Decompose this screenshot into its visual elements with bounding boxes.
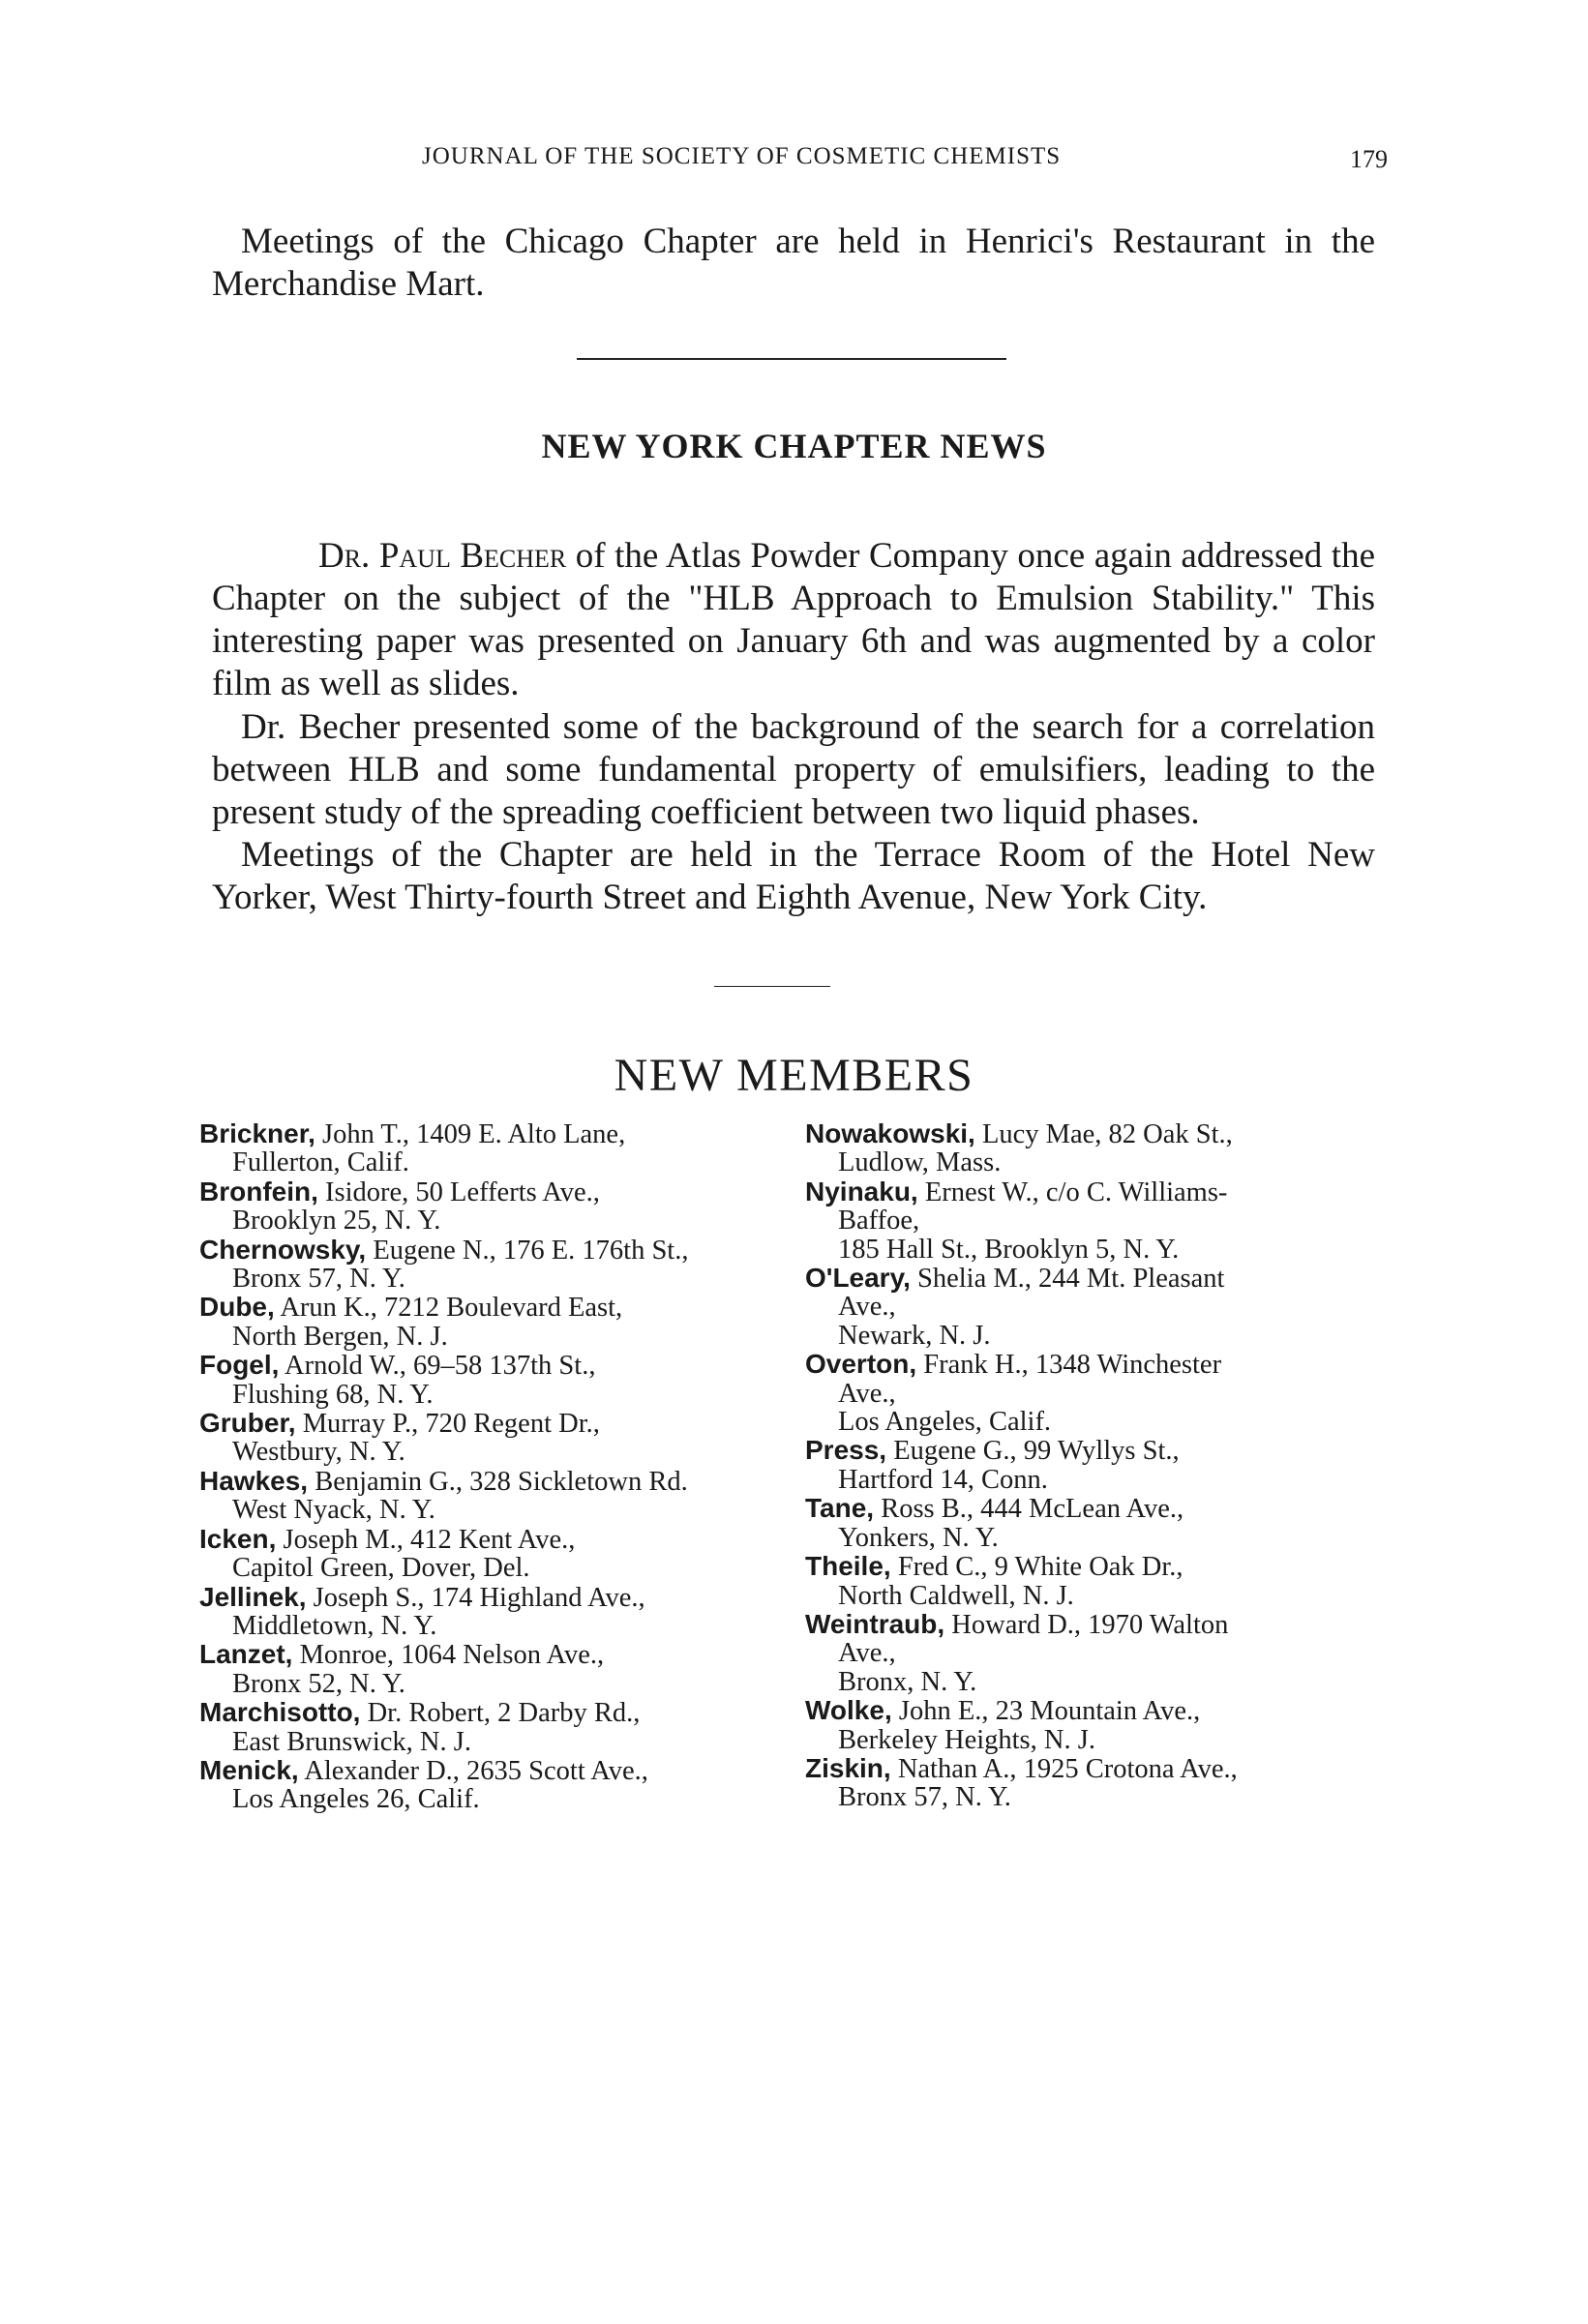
member-first-line — [199, 1467, 790, 1496]
member-first-line — [805, 1177, 1386, 1207]
member-surname: Nowakowski, — [805, 1118, 975, 1148]
member-surname: Gruber, — [199, 1408, 296, 1439]
member-address: Ross B., 444 McLean Ave., — [874, 1494, 1184, 1525]
member-surname: Chernowsky, — [199, 1234, 367, 1265]
page-number: 179 — [1350, 145, 1388, 173]
member-address: Frank H., 1348 Winchester — [916, 1350, 1222, 1381]
paragraph-1-text: of the Atlas Powder Company once again addressed the Chapter on the subject of the "HLB Approach to Emulsion Stability." This interesting paper was presented on January 6th and was augmented by a color film as well as slides. — [212, 536, 1375, 703]
member-address-continued: Hartford 14, Conn. — [838, 1464, 1048, 1495]
member-entry — [199, 1467, 790, 1525]
member-address-continued: Middletown, N. Y. — [232, 1610, 437, 1641]
member-entry — [805, 1436, 1386, 1494]
member-address: Murray P., 720 Regent Dr., — [295, 1409, 600, 1440]
member-address: Eugene N., 176 E. 176th St., — [366, 1235, 689, 1266]
member-address: Fred C., 9 White Oak Dr., — [890, 1552, 1184, 1583]
member-surname: Weintraub, — [805, 1608, 945, 1639]
member-surname: Brickner, — [199, 1118, 315, 1148]
member-address-continued: North Caldwell, N. J. — [838, 1580, 1074, 1611]
member-first-line — [199, 1756, 790, 1785]
member-address-continued: Fullerton, Calif. — [232, 1147, 409, 1178]
member-first-line — [805, 1610, 1386, 1639]
member-address-continued: Ave., — [838, 1378, 896, 1409]
member-first-line — [805, 1754, 1386, 1783]
member-address: Eugene G., 99 Wyllys St., — [886, 1436, 1180, 1467]
member-first-line — [805, 1696, 1386, 1725]
new-members-heading: NEW MEMBERS — [614, 1050, 974, 1101]
member-entry — [199, 1409, 790, 1467]
member-address-continued: Bronx, N. Y. — [838, 1666, 977, 1697]
members-column-right — [805, 1119, 1386, 1812]
members-column-left — [199, 1119, 790, 1814]
member-address: Howard D., 1970 Walton — [944, 1609, 1229, 1640]
member-entry — [199, 1177, 790, 1236]
member-surname: Fogel, — [199, 1350, 280, 1381]
member-first-line — [805, 1350, 1386, 1379]
member-address: Arnold W., 69–58 137th St., — [279, 1351, 596, 1382]
member-address: Lucy Mae, 82 Oak St., — [974, 1119, 1233, 1149]
member-first-line — [199, 1583, 790, 1612]
member-first-line — [199, 1525, 790, 1554]
member-surname: Press, — [805, 1435, 887, 1466]
short-divider-rule — [714, 986, 830, 987]
member-entry — [199, 1351, 790, 1409]
member-address-continued: Yonkers, N. Y. — [838, 1522, 999, 1553]
member-address-continued: North Bergen, N. J. — [232, 1321, 448, 1352]
member-first-line — [199, 1409, 790, 1438]
new-york-chapter-heading: NEW YORK CHAPTER NEWS — [541, 427, 1047, 465]
member-surname: Tane, — [805, 1493, 875, 1524]
member-first-line — [805, 1436, 1386, 1465]
chicago-meetings-paragraph: Meetings of the Chicago Chapter are held in Henrici's Restaurant in the Merchandise Mart. — [212, 222, 1375, 304]
member-surname: Lanzet, — [199, 1639, 293, 1670]
member-surname: Bronfein, — [199, 1176, 318, 1207]
member-address-continued: Ludlow, Mass. — [838, 1147, 1002, 1178]
member-entry — [199, 1293, 790, 1351]
member-address: Shelia M., 244 Mt. Pleasant — [910, 1264, 1225, 1295]
member-first-line — [199, 1293, 790, 1322]
member-address-continued: Baffoe, — [838, 1206, 920, 1236]
member-address-continued: Newark, N. J. — [838, 1320, 991, 1351]
member-address-continued: Ave., — [838, 1292, 896, 1323]
member-address-continued: 185 Hall St., Brooklyn 5, N. Y. — [838, 1234, 1180, 1265]
member-first-line — [199, 1236, 790, 1265]
speaker-name: Dr. Paul Becher — [318, 536, 567, 576]
member-first-line — [199, 1119, 790, 1148]
member-address: Nathan A., 1925 Crotona Ave., — [890, 1753, 1238, 1784]
member-surname: Nyinaku, — [805, 1176, 918, 1207]
new-york-paragraph-3: Meetings of the Chapter are held in the Terrace Room of the Hotel New Yorker, West Thirty-fourth Street and Eighth Avenue, New York City. — [212, 835, 1375, 917]
member-entry — [805, 1754, 1386, 1812]
member-address: John E., 23 Mountain Ave., — [891, 1696, 1201, 1727]
member-address: Dr. Robert, 2 Darby Rd., — [360, 1698, 641, 1729]
member-entry — [199, 1119, 790, 1177]
member-surname: Menick, — [199, 1754, 299, 1785]
member-first-line — [199, 1640, 790, 1669]
member-surname: Theile, — [805, 1551, 891, 1582]
member-address: Joseph M., 412 Kent Ave., — [276, 1524, 576, 1555]
member-entry — [805, 1696, 1386, 1754]
member-entry — [805, 1350, 1386, 1436]
member-address-continued: West Nyack, N. Y. — [232, 1495, 435, 1526]
member-entry — [199, 1698, 790, 1756]
member-entry — [199, 1236, 790, 1294]
member-entry — [199, 1756, 790, 1814]
member-surname: Wolke, — [805, 1695, 892, 1726]
member-entry — [805, 1177, 1386, 1264]
member-address-continued: Flushing 68, N. Y. — [232, 1379, 434, 1410]
member-address: Benjamin G., 328 Sickletown Rd. — [308, 1466, 688, 1497]
member-first-line — [805, 1552, 1386, 1581]
member-first-line — [199, 1177, 790, 1207]
member-surname: Dube, — [199, 1292, 275, 1323]
member-address-continued: Brooklyn 25, N. Y. — [232, 1206, 441, 1236]
member-entry — [805, 1494, 1386, 1552]
member-first-line — [805, 1494, 1386, 1523]
member-first-line — [199, 1351, 790, 1380]
member-address: John T., 1409 E. Alto Lane, — [315, 1119, 626, 1149]
member-surname: Jellinek, — [199, 1581, 307, 1612]
member-address-continued: East Brunswick, N. J. — [232, 1726, 471, 1757]
member-address-continued: Bronx 57, N. Y. — [838, 1782, 1011, 1813]
member-address-continued: Los Angeles, Calif. — [838, 1407, 1052, 1438]
member-address: Ernest W., c/o C. Williams- — [917, 1177, 1228, 1207]
member-first-line — [805, 1264, 1386, 1293]
member-address-continued: Berkeley Heights, N. J. — [838, 1724, 1095, 1755]
member-surname: O'Leary, — [805, 1263, 911, 1294]
member-surname: Marchisotto, — [199, 1697, 361, 1728]
member-address-continued: Bronx 52, N. Y. — [232, 1668, 405, 1699]
member-first-line — [199, 1698, 790, 1727]
member-entry — [805, 1264, 1386, 1350]
running-head: JOURNAL OF THE SOCIETY OF COSMETIC CHEMISTS — [422, 143, 1062, 169]
member-address: Alexander D., 2635 Scott Ave., — [298, 1755, 648, 1786]
member-first-line — [805, 1119, 1386, 1148]
member-address: Joseph S., 174 Highland Ave., — [306, 1582, 645, 1613]
member-address-continued: Ave., — [838, 1638, 896, 1669]
member-entry — [199, 1583, 790, 1641]
member-address: Isidore, 50 Lefferts Ave., — [317, 1177, 600, 1207]
new-york-paragraph-2: Dr. Becher presented some of the background of the search for a correlation between HLB and some fundamental property of emulsifiers, leading to the present study of the spreading coefficient between two liquid phases. — [212, 707, 1375, 832]
new-york-paragraph-1 — [212, 535, 1375, 705]
member-surname: Hawkes, — [199, 1465, 309, 1496]
member-address-continued: Westbury, N. Y. — [232, 1437, 405, 1468]
member-entry — [199, 1525, 790, 1583]
member-address-continued: Bronx 57, N. Y. — [232, 1264, 405, 1295]
member-entry — [805, 1552, 1386, 1610]
member-address-continued: Capitol Green, Dover, Del. — [232, 1553, 530, 1584]
member-entry — [199, 1640, 790, 1698]
member-surname: Overton, — [805, 1349, 917, 1380]
section-divider-rule — [577, 358, 1006, 360]
member-surname: Icken, — [199, 1523, 277, 1554]
member-entry — [805, 1610, 1386, 1696]
member-address: Monroe, 1064 Nelson Ave., — [292, 1640, 605, 1671]
member-address-continued: Los Angeles 26, Calif. — [232, 1784, 480, 1815]
member-address: Arun K., 7212 Boulevard East, — [274, 1293, 623, 1324]
member-entry — [805, 1119, 1386, 1177]
member-surname: Ziskin, — [805, 1752, 891, 1783]
